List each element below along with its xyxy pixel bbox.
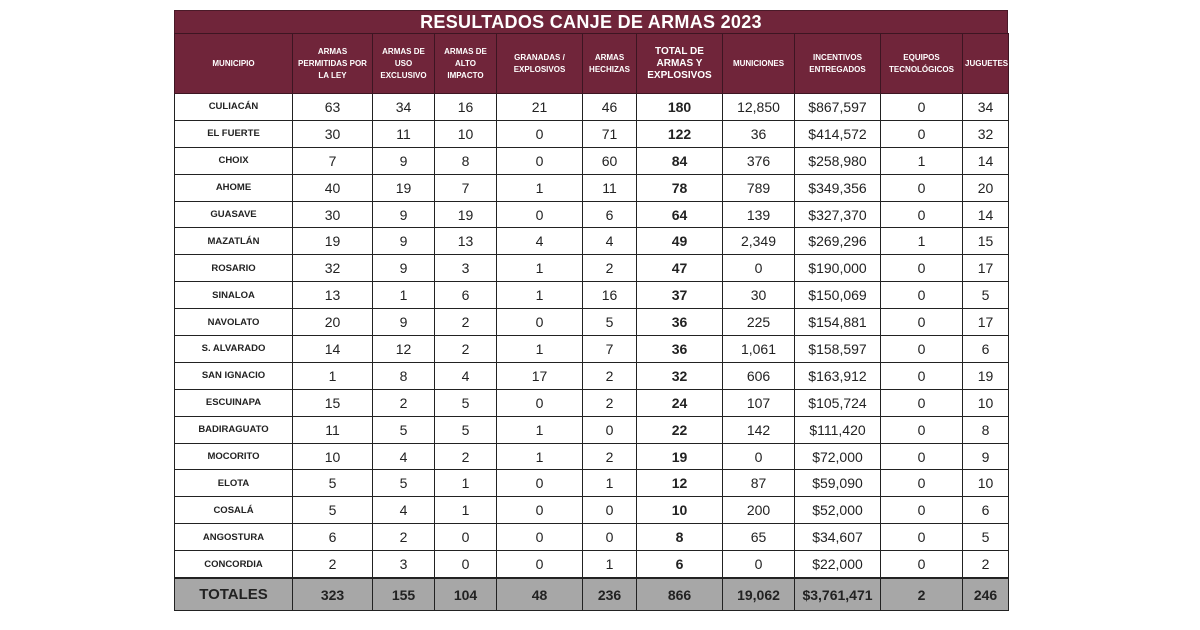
cell-incentivos: $269,296 [795, 228, 881, 255]
cell-equipos: 0 [881, 470, 963, 497]
cell-equipos: 0 [881, 389, 963, 416]
cell-municipio: CONCORDIA [175, 551, 293, 578]
cell-municiones: 606 [723, 362, 795, 389]
table-row [175, 336, 1009, 363]
cell-total: 24 [637, 389, 723, 416]
cell-equipos: 0 [881, 201, 963, 228]
cell-alto-impacto: 2 [435, 443, 497, 470]
cell-uso-exclusivo: 8 [373, 362, 435, 389]
cell-hechizas: 5 [583, 309, 637, 336]
cell-total: 19 [637, 443, 723, 470]
cell-equipos: 0 [881, 94, 963, 121]
cell-granadas: 1 [497, 282, 583, 309]
total-cell-municiones: 19,062 [723, 578, 795, 611]
cell-municiones: 1,061 [723, 336, 795, 363]
cell-hechizas: 2 [583, 443, 637, 470]
col-header-armas-permitidas: ARMAS PERMITIDAS POR LA LEY [293, 34, 373, 94]
table-row [175, 470, 1009, 497]
cell-equipos: 0 [881, 174, 963, 201]
cell-alto-impacto: 1 [435, 470, 497, 497]
total-cell-incentivos: $3,761,471 [795, 578, 881, 611]
total-cell-armas-permitidas: 323 [293, 578, 373, 611]
cell-uso-exclusivo: 9 [373, 255, 435, 282]
cell-total: 36 [637, 336, 723, 363]
cell-juguetes: 34 [963, 94, 1009, 121]
cell-municipio: COSALÁ [175, 497, 293, 524]
cell-juguetes: 17 [963, 255, 1009, 282]
cell-juguetes: 14 [963, 201, 1009, 228]
cell-juguetes: 6 [963, 336, 1009, 363]
cell-alto-impacto: 3 [435, 255, 497, 282]
cell-alto-impacto: 16 [435, 94, 497, 121]
cell-municipio: EL FUERTE [175, 120, 293, 147]
cell-municipio: CHOIX [175, 147, 293, 174]
cell-uso-exclusivo: 4 [373, 443, 435, 470]
col-header-municiones: MUNICIONES [723, 34, 795, 94]
cell-granadas: 1 [497, 416, 583, 443]
cell-alto-impacto: 10 [435, 120, 497, 147]
header-row [175, 34, 1009, 94]
col-header-incentivos: INCENTIVOS ENTREGADOS [795, 34, 881, 94]
cell-armas-permitidas: 1 [293, 362, 373, 389]
cell-total: 36 [637, 309, 723, 336]
cell-granadas: 1 [497, 255, 583, 282]
cell-uso-exclusivo: 5 [373, 416, 435, 443]
cell-uso-exclusivo: 12 [373, 336, 435, 363]
cell-alto-impacto: 8 [435, 147, 497, 174]
cell-juguetes: 5 [963, 524, 1009, 551]
cell-uso-exclusivo: 2 [373, 389, 435, 416]
cell-incentivos: $258,980 [795, 147, 881, 174]
cell-hechizas: 60 [583, 147, 637, 174]
cell-equipos: 0 [881, 551, 963, 578]
cell-armas-permitidas: 20 [293, 309, 373, 336]
cell-alto-impacto: 1 [435, 497, 497, 524]
cell-municiones: 12,850 [723, 94, 795, 121]
table-row [175, 309, 1009, 336]
cell-hechizas: 1 [583, 551, 637, 578]
cell-uso-exclusivo: 5 [373, 470, 435, 497]
total-cell-municipio: TOTALES [175, 578, 293, 611]
cell-municiones: 789 [723, 174, 795, 201]
cell-municipio: S. ALVARADO [175, 336, 293, 363]
cell-incentivos: $52,000 [795, 497, 881, 524]
cell-municiones: 87 [723, 470, 795, 497]
cell-municiones: 36 [723, 120, 795, 147]
cell-alto-impacto: 7 [435, 174, 497, 201]
cell-armas-permitidas: 5 [293, 497, 373, 524]
cell-juguetes: 14 [963, 147, 1009, 174]
cell-total: 78 [637, 174, 723, 201]
cell-total: 180 [637, 94, 723, 121]
cell-municipio: NAVOLATO [175, 309, 293, 336]
cell-juguetes: 6 [963, 497, 1009, 524]
col-header-juguetes: JUGUETES [963, 34, 1009, 94]
cell-hechizas: 7 [583, 336, 637, 363]
cell-incentivos: $867,597 [795, 94, 881, 121]
cell-total: 22 [637, 416, 723, 443]
cell-incentivos: $158,597 [795, 336, 881, 363]
total-cell-equipos: 2 [881, 578, 963, 611]
cell-granadas: 1 [497, 174, 583, 201]
cell-armas-permitidas: 32 [293, 255, 373, 282]
cell-municipio: BADIRAGUATO [175, 416, 293, 443]
total-cell-juguetes: 246 [963, 578, 1009, 611]
cell-incentivos: $349,356 [795, 174, 881, 201]
cell-municiones: 142 [723, 416, 795, 443]
cell-total: 84 [637, 147, 723, 174]
col-header-equipos: EQUIPOS TECNOLÓGICOS [881, 34, 963, 94]
cell-juguetes: 5 [963, 282, 1009, 309]
cell-armas-permitidas: 6 [293, 524, 373, 551]
cell-granadas: 1 [497, 443, 583, 470]
table-row [175, 255, 1009, 282]
cell-incentivos: $190,000 [795, 255, 881, 282]
cell-municipio: AHOME [175, 174, 293, 201]
cell-equipos: 0 [881, 282, 963, 309]
cell-equipos: 1 [881, 147, 963, 174]
cell-uso-exclusivo: 4 [373, 497, 435, 524]
table-row [175, 524, 1009, 551]
cell-municipio: MOCORITO [175, 443, 293, 470]
cell-juguetes: 20 [963, 174, 1009, 201]
cell-granadas: 0 [497, 120, 583, 147]
results-table-container [174, 10, 1008, 611]
cell-equipos: 1 [881, 228, 963, 255]
cell-municiones: 376 [723, 147, 795, 174]
cell-equipos: 0 [881, 443, 963, 470]
total-cell-hechizas: 236 [583, 578, 637, 611]
cell-granadas: 0 [497, 470, 583, 497]
cell-municiones: 0 [723, 551, 795, 578]
cell-granadas: 21 [497, 94, 583, 121]
cell-granadas: 0 [497, 389, 583, 416]
cell-municiones: 225 [723, 309, 795, 336]
cell-incentivos: $22,000 [795, 551, 881, 578]
cell-equipos: 0 [881, 120, 963, 147]
cell-hechizas: 6 [583, 201, 637, 228]
cell-uso-exclusivo: 9 [373, 201, 435, 228]
cell-armas-permitidas: 5 [293, 470, 373, 497]
cell-municipio: CULIACÁN [175, 94, 293, 121]
cell-municiones: 2,349 [723, 228, 795, 255]
cell-uso-exclusivo: 9 [373, 309, 435, 336]
cell-alto-impacto: 0 [435, 551, 497, 578]
cell-municipio: ESCUINAPA [175, 389, 293, 416]
total-cell-total: 866 [637, 578, 723, 611]
cell-granadas: 0 [497, 551, 583, 578]
col-header-total: TOTAL DE ARMAS Y EXPLOSIVOS [637, 34, 723, 94]
table-row [175, 201, 1009, 228]
cell-juguetes: 2 [963, 551, 1009, 578]
cell-equipos: 0 [881, 336, 963, 363]
cell-incentivos: $105,724 [795, 389, 881, 416]
total-cell-granadas: 48 [497, 578, 583, 611]
table-body [175, 94, 1009, 611]
cell-incentivos: $414,572 [795, 120, 881, 147]
cell-alto-impacto: 2 [435, 309, 497, 336]
cell-armas-permitidas: 63 [293, 94, 373, 121]
cell-incentivos: $59,090 [795, 470, 881, 497]
cell-incentivos: $154,881 [795, 309, 881, 336]
cell-uso-exclusivo: 2 [373, 524, 435, 551]
cell-municipio: ROSARIO [175, 255, 293, 282]
table-row [175, 147, 1009, 174]
cell-alto-impacto: 5 [435, 416, 497, 443]
cell-alto-impacto: 6 [435, 282, 497, 309]
cell-hechizas: 4 [583, 228, 637, 255]
cell-total: 64 [637, 201, 723, 228]
cell-hechizas: 2 [583, 362, 637, 389]
table-row [175, 94, 1009, 121]
cell-uso-exclusivo: 3 [373, 551, 435, 578]
cell-total: 8 [637, 524, 723, 551]
cell-armas-permitidas: 2 [293, 551, 373, 578]
cell-equipos: 0 [881, 416, 963, 443]
table-row [175, 416, 1009, 443]
cell-equipos: 0 [881, 497, 963, 524]
cell-alto-impacto: 4 [435, 362, 497, 389]
cell-total: 49 [637, 228, 723, 255]
cell-municipio: SINALOA [175, 282, 293, 309]
totals-row [175, 578, 1009, 611]
cell-armas-permitidas: 40 [293, 174, 373, 201]
cell-equipos: 0 [881, 362, 963, 389]
cell-granadas: 0 [497, 497, 583, 524]
cell-granadas: 1 [497, 336, 583, 363]
cell-alto-impacto: 5 [435, 389, 497, 416]
cell-municiones: 30 [723, 282, 795, 309]
cell-juguetes: 10 [963, 389, 1009, 416]
col-header-alto-impacto: ARMAS DE ALTO IMPACTO [435, 34, 497, 94]
cell-hechizas: 0 [583, 524, 637, 551]
cell-incentivos: $163,912 [795, 362, 881, 389]
cell-armas-permitidas: 30 [293, 120, 373, 147]
table-row [175, 362, 1009, 389]
cell-hechizas: 71 [583, 120, 637, 147]
col-header-municipio: MUNICIPIO [175, 34, 293, 94]
cell-hechizas: 2 [583, 255, 637, 282]
cell-granadas: 17 [497, 362, 583, 389]
cell-total: 37 [637, 282, 723, 309]
cell-municipio: SAN IGNACIO [175, 362, 293, 389]
cell-armas-permitidas: 13 [293, 282, 373, 309]
cell-total: 32 [637, 362, 723, 389]
cell-armas-permitidas: 11 [293, 416, 373, 443]
cell-municiones: 139 [723, 201, 795, 228]
cell-municipio: MAZATLÁN [175, 228, 293, 255]
cell-municiones: 200 [723, 497, 795, 524]
cell-total: 6 [637, 551, 723, 578]
cell-total: 47 [637, 255, 723, 282]
cell-total: 10 [637, 497, 723, 524]
cell-juguetes: 17 [963, 309, 1009, 336]
col-header-granadas: GRANADAS / EXPLOSIVOS [497, 34, 583, 94]
cell-juguetes: 8 [963, 416, 1009, 443]
cell-total: 122 [637, 120, 723, 147]
cell-juguetes: 15 [963, 228, 1009, 255]
col-header-uso-exclusivo: ARMAS DE USO EXCLUSIVO [373, 34, 435, 94]
cell-hechizas: 2 [583, 389, 637, 416]
cell-alto-impacto: 2 [435, 336, 497, 363]
cell-alto-impacto: 0 [435, 524, 497, 551]
cell-hechizas: 16 [583, 282, 637, 309]
cell-armas-permitidas: 30 [293, 201, 373, 228]
cell-hechizas: 1 [583, 470, 637, 497]
cell-equipos: 0 [881, 524, 963, 551]
table-row [175, 551, 1009, 578]
cell-municiones: 65 [723, 524, 795, 551]
cell-incentivos: $327,370 [795, 201, 881, 228]
cell-uso-exclusivo: 1 [373, 282, 435, 309]
col-header-hechizas: ARMAS HECHIZAS [583, 34, 637, 94]
cell-juguetes: 19 [963, 362, 1009, 389]
cell-uso-exclusivo: 9 [373, 147, 435, 174]
table-row [175, 228, 1009, 255]
cell-hechizas: 0 [583, 416, 637, 443]
cell-hechizas: 0 [583, 497, 637, 524]
cell-uso-exclusivo: 34 [373, 94, 435, 121]
table-row [175, 497, 1009, 524]
table-row [175, 389, 1009, 416]
cell-incentivos: $150,069 [795, 282, 881, 309]
cell-uso-exclusivo: 19 [373, 174, 435, 201]
cell-hechizas: 11 [583, 174, 637, 201]
cell-armas-permitidas: 14 [293, 336, 373, 363]
table-row [175, 443, 1009, 470]
total-cell-uso-exclusivo: 155 [373, 578, 435, 611]
cell-granadas: 4 [497, 228, 583, 255]
cell-armas-permitidas: 19 [293, 228, 373, 255]
cell-armas-permitidas: 7 [293, 147, 373, 174]
cell-alto-impacto: 13 [435, 228, 497, 255]
cell-alto-impacto: 19 [435, 201, 497, 228]
cell-juguetes: 10 [963, 470, 1009, 497]
cell-granadas: 0 [497, 524, 583, 551]
cell-granadas: 0 [497, 201, 583, 228]
cell-incentivos: $34,607 [795, 524, 881, 551]
cell-municipio: ELOTA [175, 470, 293, 497]
cell-juguetes: 32 [963, 120, 1009, 147]
cell-equipos: 0 [881, 255, 963, 282]
cell-municiones: 0 [723, 255, 795, 282]
cell-juguetes: 9 [963, 443, 1009, 470]
cell-incentivos: $72,000 [795, 443, 881, 470]
cell-armas-permitidas: 15 [293, 389, 373, 416]
cell-hechizas: 46 [583, 94, 637, 121]
cell-municipio: ANGOSTURA [175, 524, 293, 551]
cell-municiones: 0 [723, 443, 795, 470]
cell-equipos: 0 [881, 309, 963, 336]
cell-granadas: 0 [497, 309, 583, 336]
cell-incentivos: $111,420 [795, 416, 881, 443]
cell-granadas: 0 [497, 147, 583, 174]
results-table [174, 33, 1009, 611]
cell-municiones: 107 [723, 389, 795, 416]
table-row [175, 120, 1009, 147]
cell-uso-exclusivo: 11 [373, 120, 435, 147]
table-row [175, 174, 1009, 201]
table-row [175, 282, 1009, 309]
cell-armas-permitidas: 10 [293, 443, 373, 470]
total-cell-alto-impacto: 104 [435, 578, 497, 611]
cell-total: 12 [637, 470, 723, 497]
table-title: RESULTADOS CANJE DE ARMAS 2023 [174, 10, 1008, 33]
cell-municipio: GUASAVE [175, 201, 293, 228]
cell-uso-exclusivo: 9 [373, 228, 435, 255]
